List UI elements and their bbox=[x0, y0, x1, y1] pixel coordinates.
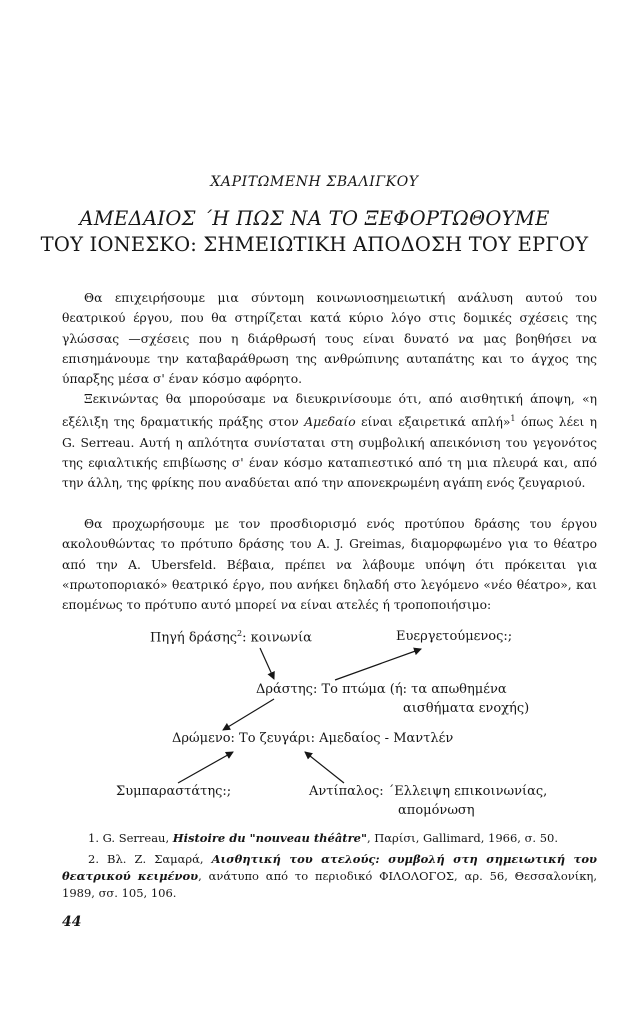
diagram-actor-line-2: αισθήματα ενοχής) bbox=[403, 701, 530, 716]
footnote-2-title: Αισθητική του ατελούς: συμβολή στη σημειωτική του θεατρικού κειμένου bbox=[62, 852, 597, 883]
paragraph-1: Θα επιχειρήσουμε μια σύντομη κοινωνιοσημειωτική ανάλυση αυτού του θεατρικού έργου, που θα στηρίζεται κατά κύριο λόγο στις δομικές σχέσεις της γλώσσας —σχέσεις που η διάρθρωσή τους είναι δυνατό να μας βοηθήσει να επισημάνουμε την καταβαράθρωση της ανθρώπινης αυταπάτης και το άγχος της ύπαρξης μέσα σ' έναν κόσμο αφόρητο. bbox=[62, 291, 597, 387]
play-title: Αμεδαίο bbox=[304, 415, 356, 430]
arrow-helper-to-path bbox=[178, 752, 233, 783]
paragraph-2-text-c: όπως λέει η G. Serreau. Αυτή η απλότητα συνίσταται στη συμβολική απεικόνιση του γεγονότος της εφιαλτικής επιβίωσης σ' έναν κόσμο καταπιεστικό από τη μια πλευρά και, από την άλλη, της φρίκης που αναδύεται από την απονεκρωμένη αγάπη ενός ζευγαριού. bbox=[62, 415, 598, 491]
arrow-actor-to-beneficiary bbox=[335, 649, 421, 680]
paragraph-2-text-a: Ξεκινώντας θα μπορούσαμε να διευκρινίσουμε ότι, από αισθητική άποψη, «η εξέλιξη της δραματικής πράξης στον bbox=[62, 392, 597, 430]
footnote-2 bbox=[62, 851, 597, 902]
arrow-actor-to-path bbox=[223, 699, 274, 730]
diagram-helper: Συμπαραστάτης:; bbox=[116, 784, 232, 799]
title-line-1: ΑΜΕΔΑΙΟΣ ΄Η ΠΩΣ ΝΑ ΤΟ ΞΕΦΟΡΤΩΘΟΥΜΕ bbox=[79, 207, 550, 230]
diagram-path: Δρώμενο: Το ζευγάρι: Αμεδαίος - Μαντλέν bbox=[172, 731, 454, 746]
footnote-1-text-b: , Παρίσι, Gallimard, 1966, σ. 50. bbox=[366, 831, 559, 845]
diagram-actor-line-1: Δράστης: Το πτώμα (ή: τα απωθημένα bbox=[256, 682, 507, 697]
footnote-2-text-b: , ανάτυπο από το περιοδικό ΦΙΛΟΛΟΓΟΣ, αρ. 56, Θεσσαλονίκη, 1989, σσ. 105, 106. bbox=[62, 869, 597, 900]
diagram-source-label: Πηγή δράσης bbox=[150, 630, 238, 646]
footnote-1-text-a: 1. G. Serreau, bbox=[88, 831, 173, 845]
paragraph-3: Θα προχωρήσουμε με τον προσδιορισμό ενός προτύπου δράσης του έργου ακολουθώντας το πρότυπο δράσης του A. J. Greimas, διαμορφωμένο για το θέατρο από την A. Ubersfeld. Βέβαια, πρέπει να λάβουμε υπόψη ότι πρόκειται για «πρωτοποριακό» θεατρικό έργο, που ανήκει δηλαδή στο λεγόμενο «νέο θέατρο», και επομένως το πρότυπο αυτό μπορεί να είναι ατελές ή τροποποιήσιμο: bbox=[62, 517, 597, 613]
diagram-opponent-line-1: Αντίπαλος: ΄Ελλειψη επικοινωνίας, bbox=[309, 784, 548, 799]
footnote-2-text-a: 2. Βλ. Ζ. Σαμαρά, bbox=[88, 852, 212, 866]
author-name: ΧΑΡΙΤΩΜΕΝΗ ΣΒΑΛΙΓΚΟΥ bbox=[210, 174, 419, 190]
footnote-1-title: Histoire du "nouveau théâtre" bbox=[172, 831, 367, 845]
diagram-beneficiary: Ευεργετούμενος:; bbox=[396, 629, 513, 644]
diagram-opponent-line-2: απομόνωση bbox=[398, 803, 475, 818]
diagram-source-value: : κοινωνία bbox=[242, 630, 312, 646]
arrow-opponent-to-path bbox=[305, 752, 344, 783]
paragraph-2-text-b: είναι εξαιρετικά απλή» bbox=[355, 415, 511, 430]
arrow-source-to-actor bbox=[260, 648, 274, 679]
page-number: 44 bbox=[62, 914, 82, 930]
footnote-ref-1: 1 bbox=[510, 414, 516, 424]
title-line-2: ΤΟΥ ΙΟΝΕΣΚΟ: ΣΗΜΕΙΩΤΙΚΗ ΑΠΟΔΟΣΗ ΤΟΥ ΕΡΓΟΥ bbox=[40, 233, 589, 256]
footnote-ref-2: 2 bbox=[237, 629, 243, 638]
footnote-1 bbox=[62, 830, 597, 847]
